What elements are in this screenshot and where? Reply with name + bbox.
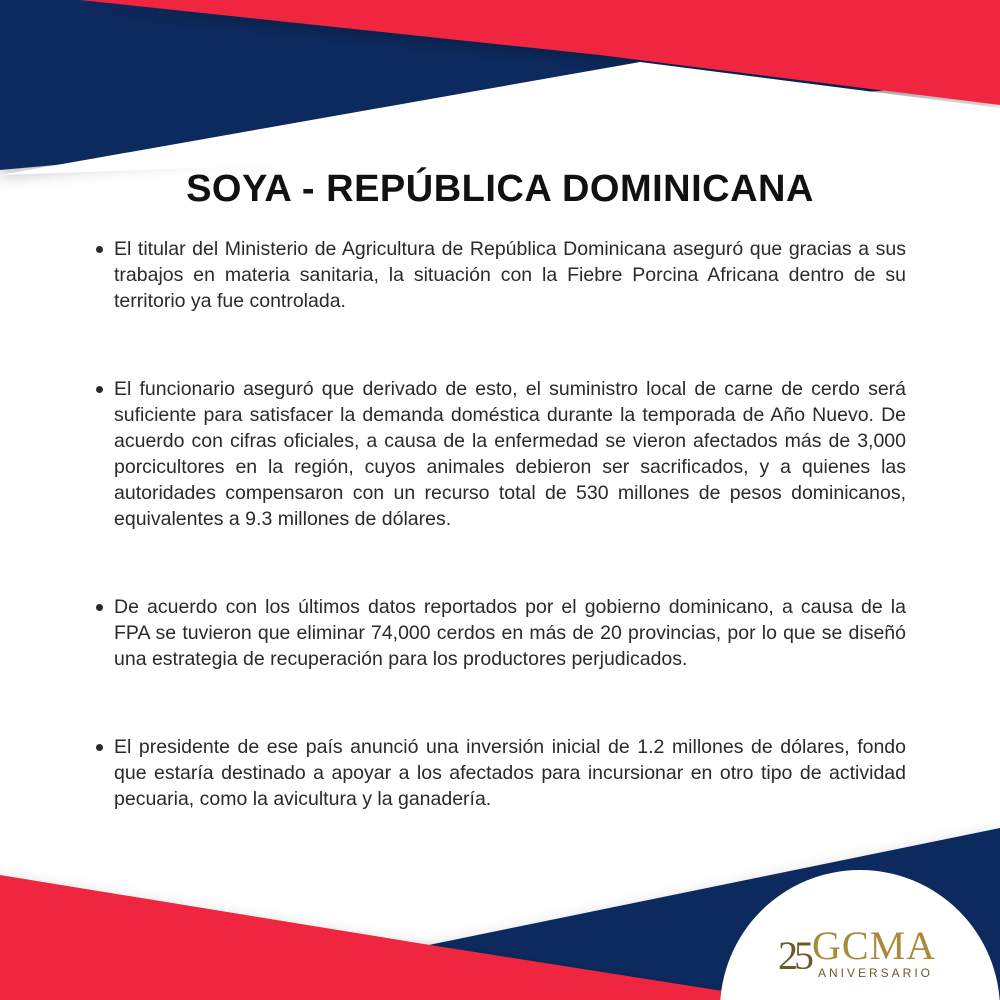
bullet-text: De acuerdo con los últimos datos reportados por el gobierno dominicano, a causa de la FPA se tuvieron que eliminar 74,000 cerdos en más de 20 provincias, por lo que se diseñó una estrategia de recuperación para los productores perjudicados.: [114, 596, 906, 670]
list-item: [96, 734, 906, 812]
logo-number: 25: [778, 933, 810, 978]
gcma-logo: [778, 920, 948, 990]
list-item: [96, 376, 906, 532]
bullet-text: El funcionario aseguró que derivado de esto, el suministro local de carne de cerdo será suficiente para satisfacer la demanda doméstica durante la temporada de Año Nuevo. De acuerdo con cifras oficiales, a causa de la enfermedad se vieron afectados más de 3,000 porcicultores en la región, cuyos animales debieron ser sacrificados, y a quienes las autoridades compensaron con un recurso total de 530 millones de pesos dominicanos, equivalentes a 9.3 millones de dólares.: [114, 378, 906, 530]
page-title: [0, 168, 1000, 211]
title-prefix: SOYA -: [186, 168, 327, 210]
bullet-dot-icon: [96, 386, 103, 393]
logo-subtitle: ANIVERSARIO: [818, 966, 934, 980]
list-item: [96, 236, 906, 314]
bullet-text: El presidente de ese país anunció una inversión inicial de 1.2 millones de dólares, fondo que estaría destinado a apoyar a los afectados para incursionar en otro tipo de actividad pecuaria, como la avicultura y la ganadería.: [114, 736, 906, 810]
list-item: [96, 594, 906, 672]
bullet-dot-icon: [96, 604, 103, 611]
title-bold: REPÚBLICA DOMINICANA: [326, 168, 814, 210]
bullet-dot-icon: [96, 744, 103, 751]
bullet-dot-icon: [96, 246, 103, 253]
logo-name: GCMA: [812, 923, 937, 968]
bullet-list: [96, 236, 906, 812]
bullet-text: El titular del Ministerio de Agricultura de República Dominicana aseguró que gracias a sus trabajos en materia sanitaria, la situación con la Fiebre Porcina Africana dentro de su territorio ya fue controlada.: [114, 238, 906, 312]
